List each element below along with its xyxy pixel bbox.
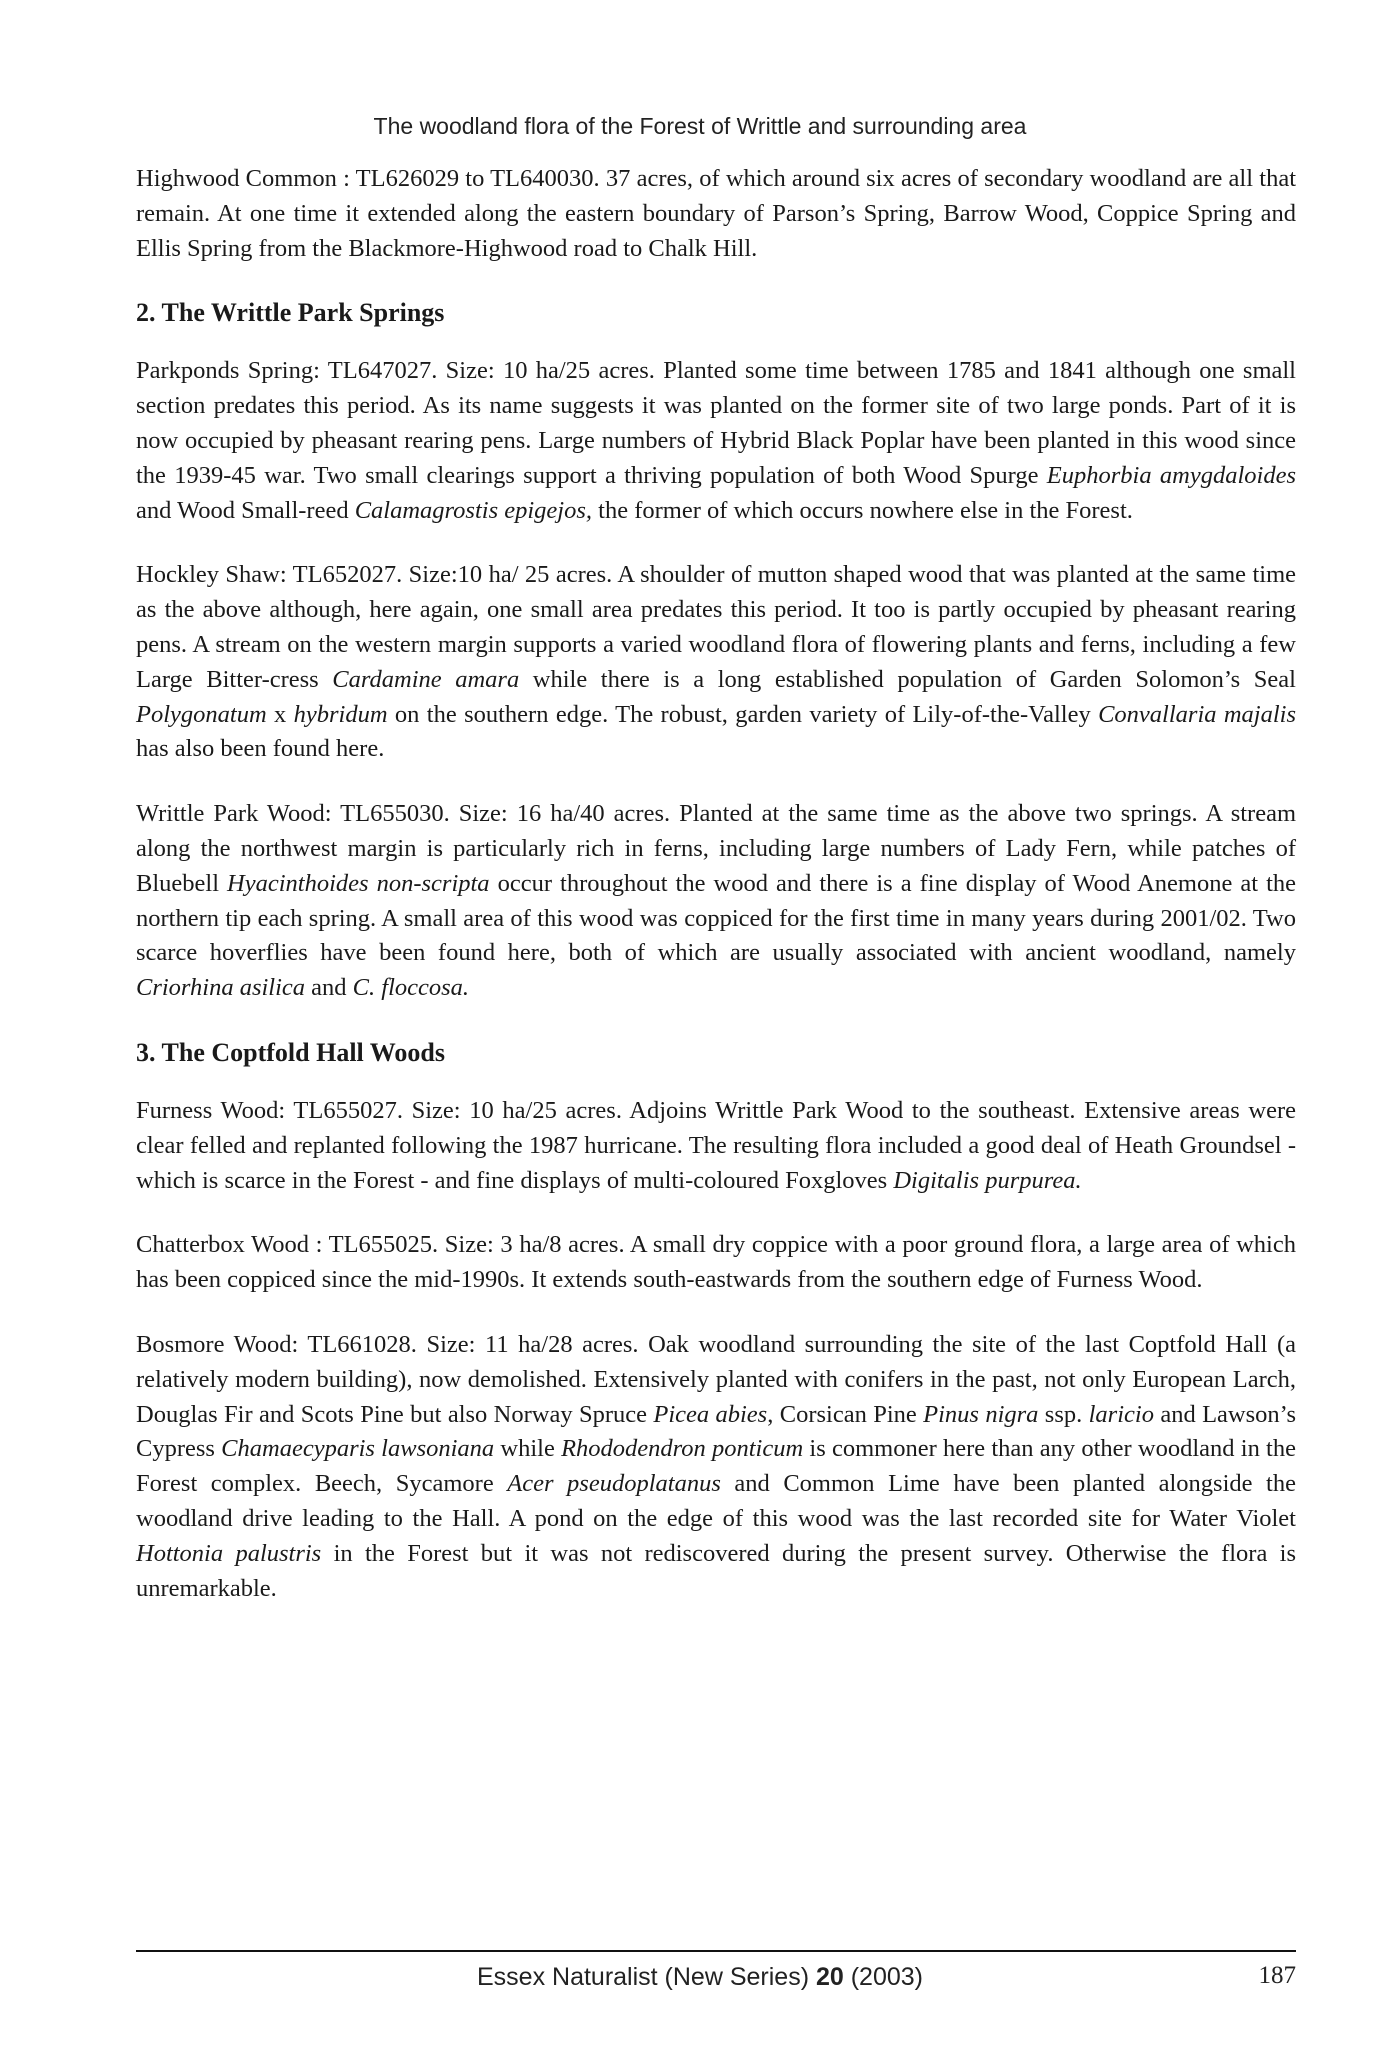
- para-writtle-park-wood: [136, 797, 1296, 1006]
- heading-writtle-park-springs: 2. The Writtle Park Springs: [136, 298, 445, 328]
- species-name: Euphorbia amygdaloides: [1046, 461, 1296, 489]
- text-run: , Corsican Pine: [767, 1400, 924, 1428]
- text-run: Chatterbox Wood : TL655025. Size: 3 ha/8 acres. A small dry coppice with a poor ground flora, a large area of which has been coppiced since the mid-1990s. It extends south-eastwards from the southern edge of Furness Wood.: [136, 1231, 1296, 1294]
- para-highwood-common: [136, 162, 1296, 266]
- text-run: occur throughout the wood and there is a fine display of Wood Anemone at the northern tip each spring. A small area of this wood was coppiced for the first time in many years during 2001/02. Two scarce hoverflies have been found here, both of which are usually associated with ancient woodland, namely: [136, 869, 1297, 967]
- text-run: ssp.: [1038, 1400, 1089, 1428]
- journal-name: Essex Naturalist (New Series): [476, 1963, 816, 1991]
- footer-journal-citation: [0, 1963, 1400, 1992]
- text-run: and Lawson’s Cypress: [136, 1400, 1296, 1463]
- text-run: and Common Lime have been planted alongside the woodland drive leading to the Hall. A pond on the edge of this wood was the last recorded site for Water Violet: [136, 1470, 1296, 1532]
- text-run: x: [266, 700, 294, 728]
- text-run: Furness Wood: TL655027. Size: 10 ha/25 acres. Adjoins Writtle Park Wood to the southeast. Extensive areas were clear felled and replanted following the 1987 hurricane. The resulting flora included a good deal of Heath Groundsel - which is scarce in the Forest - and fine displays of multi-coloured Foxgloves: [136, 1096, 1296, 1194]
- text-run: and Wood Small-reed: [136, 496, 355, 524]
- text-run: and: [305, 974, 353, 1002]
- species-name: Criorhina asilica: [136, 974, 306, 1002]
- text-run: Bosmore Wood: TL661028. Size: 11 ha/28 acres. Oak woodland surrounding the site of the last Coptfold Hall (a relatively modern building), now demolished. Extensively planted with conifers in the past, not only European Larch, Douglas Fir and Scots Pine but also Norway Spruce: [136, 1330, 1296, 1428]
- running-header: The woodland flora of the Forest of Writtle and surrounding area: [373, 113, 1027, 139]
- species-name: Picea abies: [653, 1400, 768, 1428]
- para-hockley-shaw: [136, 558, 1296, 767]
- text-run: the former of which occurs nowhere else in the Forest.: [592, 496, 1133, 524]
- text-run: has also been found here.: [136, 735, 385, 763]
- species-name: Acer pseudoplatanus: [507, 1470, 721, 1498]
- species-name: Calamagrostis epigejos,: [354, 496, 593, 524]
- para-chatterbox-wood: [136, 1228, 1296, 1298]
- text-run: Hockley Shaw: TL652027. Size:10 ha/ 25 acres. A shoulder of mutton shaped wood that was planted at the same time as the above although, here again, one small area predates this period. It too is partly occupied by pheasant rearing pens. A stream on the western margin supports a varied woodland flora of flowering plants and ferns, including a few Large Bitter-cress: [136, 561, 1296, 693]
- journal-year: (2003): [843, 1963, 923, 1991]
- para-parkponds-spring: [136, 354, 1296, 528]
- page-number: 187: [1258, 1962, 1296, 1989]
- species-name: Convallaria majalis: [1098, 700, 1297, 728]
- text-run: while there is a long established population of Garden Solomon’s Seal: [519, 665, 1296, 693]
- text-run: in the Forest but it was not rediscovered during the present survey. Otherwise the flora is unremarkable.: [136, 1539, 1297, 1602]
- text-run: Writtle Park Wood: TL655030. Size: 16 ha/40 acres. Planted at the same time as the above two springs. A stream along the northwest margin is particularly rich in ferns, including large numbers of Lady Fern, while patches of Bluebell: [136, 800, 1296, 897]
- para-bosmore-wood: [136, 1328, 1296, 1606]
- text-run: on the southern edge. The robust, garden variety of Lily-of-the-Valley: [387, 700, 1099, 728]
- species-name: laricio: [1088, 1400, 1154, 1428]
- species-name: Cardamine amara: [332, 665, 520, 693]
- para-furness-wood: [136, 1094, 1296, 1198]
- species-name: Polygonatum: [136, 700, 267, 728]
- text-run: while: [494, 1435, 562, 1463]
- text-run: Parkponds Spring: TL647027. Size: 10 ha/25 acres. Planted some time between 1785 and 1841 although one small section predates this period. As its name suggests it was planted on the former site of two large ponds. Part of it is now occupied by pheasant rearing pens. Large numbers of Hybrid Black Poplar have been planted in this wood since the 1939-45 war. Two small clearings support a thriving population of both Wood Spurge: [136, 357, 1296, 489]
- text-run: is commoner here than any other woodland in the Forest complex. Beech, Sycamore: [136, 1435, 1296, 1498]
- species-name: Hyacinthoides non-scripta: [227, 869, 490, 897]
- species-name: hybridum: [293, 700, 388, 728]
- species-name: Digitalis purpurea.: [893, 1166, 1082, 1194]
- species-name: Rhododendron ponticum: [561, 1435, 804, 1463]
- species-name: Pinus nigra: [923, 1400, 1039, 1428]
- journal-volume: 20: [815, 1963, 844, 1991]
- text-run: Highwood Common : TL626029 to TL640030. 37 acres, of which around six acres of secondary woodland are all that remain. At one time it extended along the eastern boundary of Parson’s Spring, Barrow Wood, Coppice Spring and Ellis Spring from the Blackmore-Highwood road to Chalk Hill.: [136, 165, 1296, 262]
- species-name: Chamaecyparis lawsoniana: [221, 1435, 495, 1463]
- footer-rule: [136, 1950, 1296, 1952]
- article-body: [136, 162, 1296, 1636]
- species-name: Hottonia palustris: [136, 1539, 322, 1567]
- species-name: C. floccosa.: [352, 974, 470, 1002]
- heading-coptfold-hall-woods: 3. The Coptfold Hall Woods: [136, 1037, 445, 1067]
